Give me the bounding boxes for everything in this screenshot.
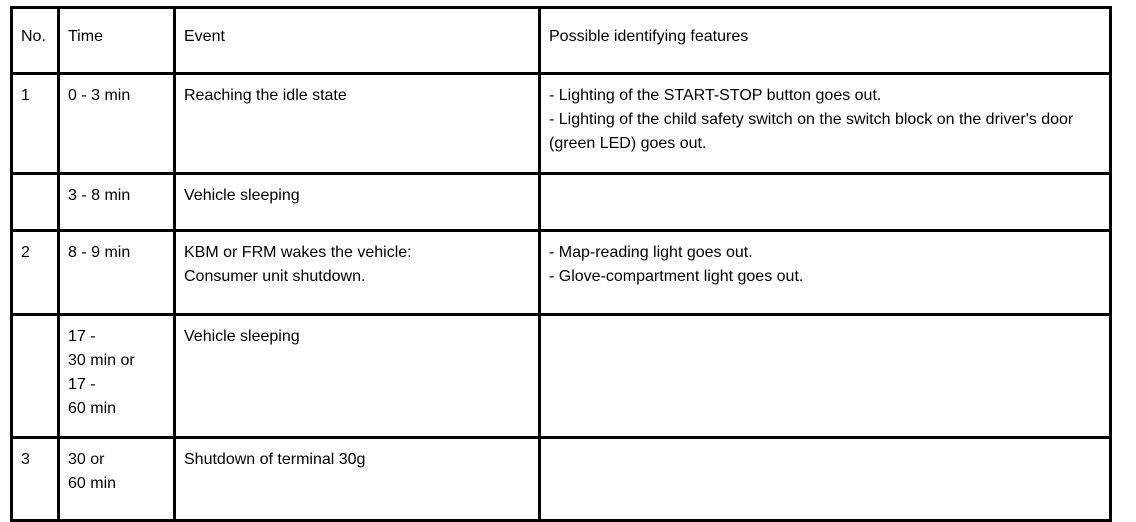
table-row [12,438,1111,521]
table-row [12,74,1111,174]
table-row [12,315,1111,438]
cell-event: KBM or FRM wakes the vehicle: Consumer unit shutdown. [175,231,540,315]
cell-no: 1 [12,74,59,174]
events-table [10,6,1112,522]
header-features: Possible identifying features [540,8,1111,74]
cell-no: 3 [12,438,59,521]
cell-no: 2 [12,231,59,315]
cell-features: - Lighting of the START-STOP button goes out. - Lighting of the child safety switch on the switch block on the driver's door (green LED) goes out. [540,74,1111,174]
cell-time: 0 - 3 min [59,74,175,174]
cell-time: 3 - 8 min [59,174,175,231]
cell-features [540,438,1111,521]
cell-features [540,315,1111,438]
table-row [12,231,1111,315]
cell-features [540,174,1111,231]
cell-time: 17 - 30 min or 17 - 60 min [59,315,175,438]
cell-no [12,315,59,438]
cell-time: 8 - 9 min [59,231,175,315]
cell-features: - Map-reading light goes out. - Glove-compartment light goes out. [540,231,1111,315]
table-row [12,174,1111,231]
header-no: No. [12,8,59,74]
header-time: Time [59,8,175,74]
cell-no [12,174,59,231]
cell-event: Vehicle sleeping [175,174,540,231]
cell-time: 30 or 60 min [59,438,175,521]
table-header-row [12,8,1111,74]
header-event: Event [175,8,540,74]
cell-event: Reaching the idle state [175,74,540,174]
cell-event: Shutdown of terminal 30g [175,438,540,521]
cell-event: Vehicle sleeping [175,315,540,438]
